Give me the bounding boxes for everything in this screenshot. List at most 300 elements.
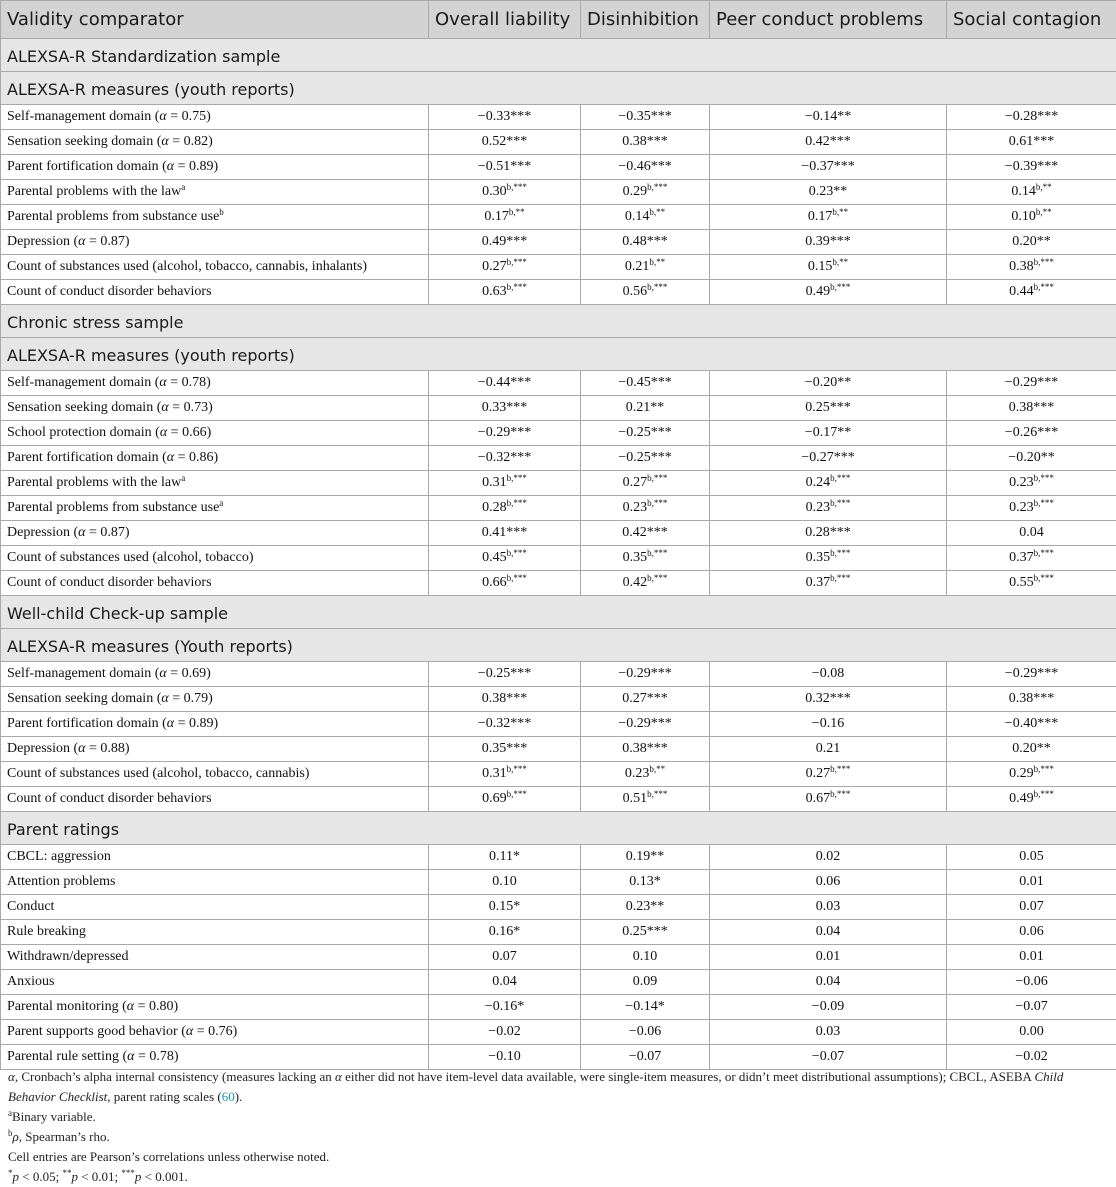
sample-header: [1, 305, 1116, 338]
row-label-text: Count of substances used (alcohol, tobacco, cannabis): [7, 766, 309, 781]
measures-header: [1, 72, 1116, 105]
value-cell: −0.17**: [710, 421, 947, 446]
value-cell: 0.10: [581, 945, 710, 970]
measures-header: [1, 812, 1116, 845]
value-cell: 0.21: [710, 737, 947, 762]
table-row: [1, 105, 1116, 130]
value-cell: 0.35***: [429, 737, 581, 762]
value-cell: [947, 471, 1116, 496]
value-marker: b,***: [647, 789, 667, 799]
value-cell: [429, 255, 581, 280]
value-cell: 0.38***: [581, 130, 710, 155]
value-cell: [710, 571, 947, 596]
row-label: Sensation seeking domain (α = 0.82): [1, 130, 429, 155]
value-cell: [581, 471, 710, 496]
row-label: Depression (α = 0.88): [1, 737, 429, 762]
value-cell: 0.01: [947, 870, 1116, 895]
value-cell: [947, 546, 1116, 571]
value-cell: [429, 471, 581, 496]
row-label: Parental monitoring (α = 0.80): [1, 995, 429, 1020]
value-cell: 0.04: [710, 970, 947, 995]
row-label: Sensation seeking domain (α = 0.79): [1, 687, 429, 712]
table-row: [1, 762, 1116, 787]
value-cell: [581, 205, 710, 230]
row-label: [1, 787, 429, 812]
measures-header-label: ALEXSA-R measures (youth reports): [1, 72, 1116, 105]
measures-header-label: ALEXSA-R measures (youth reports): [1, 338, 1116, 371]
value-text: 0.23: [625, 766, 650, 781]
value-marker: b,***: [1034, 257, 1054, 267]
value-cell: −0.20**: [947, 446, 1116, 471]
value-text: 0.21: [625, 259, 650, 274]
value-cell: 0.06: [947, 920, 1116, 945]
footnote-marker: a: [181, 182, 185, 192]
row-label: [1, 870, 429, 895]
value-cell: −0.37***: [710, 155, 947, 180]
value-cell: −0.14*: [581, 995, 710, 1020]
row-label: Parent fortification domain (α = 0.86): [1, 446, 429, 471]
row-label-text: Count of substances used (alcohol, tobacco, cannabis, inhalants): [7, 259, 367, 274]
value-text: 0.29: [1009, 766, 1034, 781]
value-text: 0.63: [482, 284, 507, 299]
value-cell: −0.07: [710, 1045, 947, 1070]
value-cell: [947, 280, 1116, 305]
row-label: Depression (α = 0.87): [1, 230, 429, 255]
value-marker: b,**: [832, 257, 848, 267]
value-cell: 0.25***: [710, 396, 947, 421]
value-marker: b,***: [507, 498, 527, 508]
value-cell: [947, 496, 1116, 521]
value-cell: 0.01: [947, 945, 1116, 970]
row-label-text: Parental problems from substance use: [7, 209, 219, 224]
row-label-text: Withdrawn/depressed: [7, 949, 129, 964]
row-label: Self-management domain (α = 0.69): [1, 662, 429, 687]
value-cell: −0.20**: [710, 371, 947, 396]
value-cell: [581, 255, 710, 280]
value-cell: [710, 762, 947, 787]
value-marker: b,***: [1034, 282, 1054, 292]
value-cell: 0.61***: [947, 130, 1116, 155]
value-cell: [947, 787, 1116, 812]
value-cell: 0.52***: [429, 130, 581, 155]
value-cell: 0.32***: [710, 687, 947, 712]
row-label-text: Count of conduct disorder behaviors: [7, 791, 212, 806]
value-marker: b,***: [647, 548, 667, 558]
sample-header: [1, 596, 1116, 629]
value-cell: 0.42***: [581, 521, 710, 546]
table-row: [1, 845, 1116, 870]
table-row: [1, 870, 1116, 895]
sample-header-label: Well-child Check-up sample: [1, 596, 1116, 629]
value-marker: b,***: [647, 573, 667, 583]
value-cell: 0.05: [947, 845, 1116, 870]
value-cell: 0.42***: [710, 130, 947, 155]
value-cell: [429, 571, 581, 596]
note-p-values: *p < 0.05; **p < 0.01; ***p < 0.001.: [8, 1167, 1108, 1187]
measures-header: [1, 629, 1116, 662]
value-cell: −0.14**: [710, 105, 947, 130]
row-label: Parent supports good behavior (α = 0.76): [1, 1020, 429, 1045]
row-label: [1, 255, 429, 280]
value-cell: [581, 546, 710, 571]
value-text: 0.35: [806, 550, 831, 565]
value-cell: −0.07: [581, 1045, 710, 1070]
value-text: 0.37: [806, 575, 831, 590]
value-text: 0.37: [1009, 550, 1034, 565]
value-cell: −0.16*: [429, 995, 581, 1020]
table-row: [1, 230, 1116, 255]
value-cell: −0.26***: [947, 421, 1116, 446]
value-cell: 0.09: [581, 970, 710, 995]
table-row: [1, 155, 1116, 180]
value-cell: −0.46***: [581, 155, 710, 180]
note-cells: Cell entries are Pearson’s correlations unless otherwise noted.: [8, 1147, 1108, 1167]
value-cell: 0.01: [710, 945, 947, 970]
table-row: [1, 255, 1116, 280]
value-cell: 0.28***: [710, 521, 947, 546]
table-row: [1, 787, 1116, 812]
row-label: [1, 496, 429, 521]
value-cell: −0.06: [581, 1020, 710, 1045]
value-cell: −0.51***: [429, 155, 581, 180]
row-label: Depression (α = 0.87): [1, 521, 429, 546]
table-row: [1, 396, 1116, 421]
row-label-text: Rule breaking: [7, 924, 86, 939]
value-marker: b,***: [647, 498, 667, 508]
value-marker: b,***: [1034, 473, 1054, 483]
row-label-text: Count of conduct disorder behaviors: [7, 284, 212, 299]
value-marker: b,***: [830, 789, 850, 799]
value-cell: 0.27***: [581, 687, 710, 712]
row-label-text: Conduct: [7, 899, 54, 914]
value-text: 0.38: [1009, 259, 1034, 274]
row-label: [1, 571, 429, 596]
value-marker: b,***: [507, 282, 527, 292]
value-cell: [581, 571, 710, 596]
row-label: [1, 205, 429, 230]
value-cell: −0.29***: [581, 712, 710, 737]
row-label: [1, 920, 429, 945]
value-cell: [710, 471, 947, 496]
value-text: 0.27: [623, 475, 648, 490]
row-label: Parental rule setting (α = 0.78): [1, 1045, 429, 1070]
value-text: 0.23: [1009, 475, 1034, 490]
value-cell: 0.07: [429, 945, 581, 970]
row-label-text: Parental problems from substance use: [7, 500, 219, 515]
value-marker: b,**: [832, 207, 848, 217]
value-cell: [581, 787, 710, 812]
value-cell: −0.08: [710, 662, 947, 687]
value-cell: 0.04: [947, 521, 1116, 546]
row-label: [1, 945, 429, 970]
row-label: [1, 970, 429, 995]
row-label-text: Attention problems: [7, 874, 116, 889]
value-text: 0.42: [623, 575, 648, 590]
value-cell: 0.20**: [947, 230, 1116, 255]
value-cell: −0.35***: [581, 105, 710, 130]
value-marker: b,***: [507, 257, 527, 267]
value-cell: −0.27***: [710, 446, 947, 471]
row-label: [1, 471, 429, 496]
measures-header-label: Parent ratings: [1, 812, 1116, 845]
value-cell: −0.25***: [581, 446, 710, 471]
value-marker: b,***: [507, 573, 527, 583]
value-cell: 0.16*: [429, 920, 581, 945]
value-cell: −0.32***: [429, 446, 581, 471]
value-marker: b,***: [830, 282, 850, 292]
value-text: 0.29: [623, 184, 648, 199]
value-marker: b,***: [647, 282, 667, 292]
value-cell: [429, 180, 581, 205]
value-cell: −0.28***: [947, 105, 1116, 130]
table-row: [1, 280, 1116, 305]
row-label: Self-management domain (α = 0.78): [1, 371, 429, 396]
row-label: Sensation seeking domain (α = 0.73): [1, 396, 429, 421]
table-row: [1, 371, 1116, 396]
value-text: 0.30: [482, 184, 507, 199]
value-text: 0.35: [623, 550, 648, 565]
table-row: [1, 446, 1116, 471]
value-cell: 0.07: [947, 895, 1116, 920]
row-label: School protection domain (α = 0.66): [1, 421, 429, 446]
value-cell: 0.38***: [429, 687, 581, 712]
value-text: 0.14: [625, 209, 650, 224]
value-cell: 0.49***: [429, 230, 581, 255]
value-text: 0.23: [623, 500, 648, 515]
value-cell: [947, 180, 1116, 205]
value-cell: [429, 496, 581, 521]
value-cell: −0.45***: [581, 371, 710, 396]
table-row: [1, 995, 1116, 1020]
value-marker: b,**: [649, 207, 665, 217]
value-text: 0.56: [623, 284, 648, 299]
value-marker: b,***: [830, 498, 850, 508]
table-row: [1, 546, 1116, 571]
value-cell: 0.23**: [710, 180, 947, 205]
value-cell: −0.33***: [429, 105, 581, 130]
value-cell: [429, 546, 581, 571]
row-label: [1, 546, 429, 571]
row-label: Parent fortification domain (α = 0.89): [1, 155, 429, 180]
col-header-overall-liability: Overall liability: [429, 1, 581, 39]
value-marker: b,***: [830, 548, 850, 558]
value-marker: b,***: [507, 182, 527, 192]
value-text: 0.66: [482, 575, 507, 590]
value-cell: [581, 180, 710, 205]
value-marker: b,**: [1036, 207, 1052, 217]
value-cell: [581, 762, 710, 787]
value-marker: b,***: [507, 473, 527, 483]
footnote-marker: a: [181, 473, 185, 483]
value-text: 0.15: [808, 259, 833, 274]
col-header-peer-conduct-problems: Peer conduct problems: [710, 1, 947, 39]
value-text: 0.24: [806, 475, 831, 490]
value-text: 0.49: [806, 284, 831, 299]
value-cell: [710, 546, 947, 571]
sample-header-label: ALEXSA-R Standardization sample: [1, 39, 1116, 72]
value-cell: [947, 762, 1116, 787]
value-cell: 0.33***: [429, 396, 581, 421]
value-cell: −0.29***: [581, 662, 710, 687]
row-label: [1, 762, 429, 787]
value-cell: −0.29***: [429, 421, 581, 446]
row-label: [1, 180, 429, 205]
table-row: [1, 205, 1116, 230]
value-marker: b,**: [649, 257, 665, 267]
value-cell: 0.02: [710, 845, 947, 870]
value-cell: 0.13*: [581, 870, 710, 895]
header-row: [1, 1, 1116, 39]
value-cell: [710, 255, 947, 280]
row-label: [1, 280, 429, 305]
value-text: 0.10: [1011, 209, 1036, 224]
value-marker: b,***: [647, 473, 667, 483]
value-marker: b,***: [507, 764, 527, 774]
value-text: 0.69: [482, 791, 507, 806]
table-footnotes: [8, 1067, 1108, 1187]
table-row: [1, 521, 1116, 546]
value-cell: −0.29***: [947, 662, 1116, 687]
value-cell: [581, 280, 710, 305]
value-marker: b,**: [649, 764, 665, 774]
table-row: [1, 1020, 1116, 1045]
value-marker: b,***: [830, 573, 850, 583]
value-cell: [429, 205, 581, 230]
table-row: [1, 130, 1116, 155]
value-marker: b,***: [1034, 789, 1054, 799]
table-row: [1, 1045, 1116, 1070]
value-marker: b,***: [830, 764, 850, 774]
value-cell: −0.07: [947, 995, 1116, 1020]
value-cell: −0.09: [710, 995, 947, 1020]
value-cell: −0.39***: [947, 155, 1116, 180]
reference-link-60[interactable]: 60: [222, 1089, 235, 1104]
value-text: 0.27: [482, 259, 507, 274]
value-text: 0.14: [1011, 184, 1036, 199]
value-cell: [947, 255, 1116, 280]
value-text: 0.49: [1009, 791, 1034, 806]
row-label-text: CBCL: aggression: [7, 849, 111, 864]
value-cell: 0.38***: [947, 396, 1116, 421]
table-row: [1, 421, 1116, 446]
row-label-text: Anxious: [7, 974, 54, 989]
value-marker: b,**: [509, 207, 525, 217]
value-text: 0.67: [806, 791, 831, 806]
value-cell: [947, 205, 1116, 230]
value-cell: [429, 762, 581, 787]
value-marker: b,***: [507, 548, 527, 558]
value-text: 0.28: [482, 500, 507, 515]
value-text: 0.55: [1009, 575, 1034, 590]
col-header-social-contagion: Social contagion: [947, 1, 1116, 39]
value-cell: [710, 496, 947, 521]
value-text: 0.45: [482, 550, 507, 565]
note-alpha: α, Cronbach’s alpha internal consistency (measures lacking an α either did not have item-level data available, were single-item measures, or didn’t meet distributional assumptions); CBCL, ASEBA Child Behavior Checklist, parent rating scales (60).: [8, 1067, 1108, 1107]
table-body: [1, 39, 1116, 1070]
value-cell: −0.02: [947, 1045, 1116, 1070]
value-cell: −0.06: [947, 970, 1116, 995]
value-cell: 0.10: [429, 870, 581, 895]
table-row: [1, 571, 1116, 596]
value-cell: 0.20**: [947, 737, 1116, 762]
value-cell: 0.23**: [581, 895, 710, 920]
row-label: [1, 845, 429, 870]
value-cell: −0.02: [429, 1020, 581, 1045]
value-cell: 0.38***: [581, 737, 710, 762]
value-cell: 0.19**: [581, 845, 710, 870]
row-label-text: Count of conduct disorder behaviors: [7, 575, 212, 590]
value-cell: [429, 787, 581, 812]
value-text: 0.17: [808, 209, 833, 224]
measures-header-label: ALEXSA-R measures (Youth reports): [1, 629, 1116, 662]
value-cell: [947, 571, 1116, 596]
value-cell: 0.41***: [429, 521, 581, 546]
table-row: [1, 687, 1116, 712]
value-cell: 0.39***: [710, 230, 947, 255]
sample-header: [1, 39, 1116, 72]
value-cell: 0.15*: [429, 895, 581, 920]
footnote-marker: a: [219, 498, 223, 508]
value-text: 0.23: [806, 500, 831, 515]
value-cell: 0.11*: [429, 845, 581, 870]
value-cell: −0.29***: [947, 371, 1116, 396]
value-text: 0.17: [484, 209, 509, 224]
value-cell: 0.00: [947, 1020, 1116, 1045]
value-text: 0.31: [482, 766, 507, 781]
col-header-validity-comparator: Validity comparator: [1, 1, 429, 39]
value-cell: [710, 787, 947, 812]
value-cell: −0.44***: [429, 371, 581, 396]
value-marker: b,**: [1036, 182, 1052, 192]
value-marker: b,***: [647, 182, 667, 192]
note-a: $^a$Binary variable.: [8, 1107, 1108, 1127]
table-row: [1, 970, 1116, 995]
note-b: $^b$ρ, Spearman’s rho.: [8, 1127, 1108, 1147]
row-label-text: Parental problems with the law: [7, 184, 181, 199]
row-label-text: Count of substances used (alcohol, tobacco): [7, 550, 254, 565]
value-cell: 0.38***: [947, 687, 1116, 712]
value-cell: [429, 280, 581, 305]
value-cell: [710, 205, 947, 230]
col-header-disinhibition: Disinhibition: [581, 1, 710, 39]
value-text: 0.31: [482, 475, 507, 490]
value-text: 0.27: [806, 766, 831, 781]
row-label: Self-management domain (α = 0.75): [1, 105, 429, 130]
value-marker: b,***: [1034, 548, 1054, 558]
table-row: [1, 920, 1116, 945]
sample-header-label: Chronic stress sample: [1, 305, 1116, 338]
value-cell: −0.32***: [429, 712, 581, 737]
table-row: [1, 895, 1116, 920]
value-cell: 0.04: [429, 970, 581, 995]
value-marker: b,***: [830, 473, 850, 483]
value-marker: b,***: [1034, 764, 1054, 774]
measures-header: [1, 338, 1116, 371]
value-cell: −0.40***: [947, 712, 1116, 737]
value-cell: −0.25***: [429, 662, 581, 687]
table-row: [1, 496, 1116, 521]
row-label: Parent fortification domain (α = 0.89): [1, 712, 429, 737]
row-label-text: Parental problems with the law: [7, 475, 181, 490]
value-marker: b,***: [1034, 498, 1054, 508]
value-cell: [710, 280, 947, 305]
value-cell: 0.06: [710, 870, 947, 895]
value-text: 0.51: [623, 791, 648, 806]
value-cell: −0.10: [429, 1045, 581, 1070]
value-cell: −0.16: [710, 712, 947, 737]
value-cell: 0.25***: [581, 920, 710, 945]
value-cell: 0.21**: [581, 396, 710, 421]
